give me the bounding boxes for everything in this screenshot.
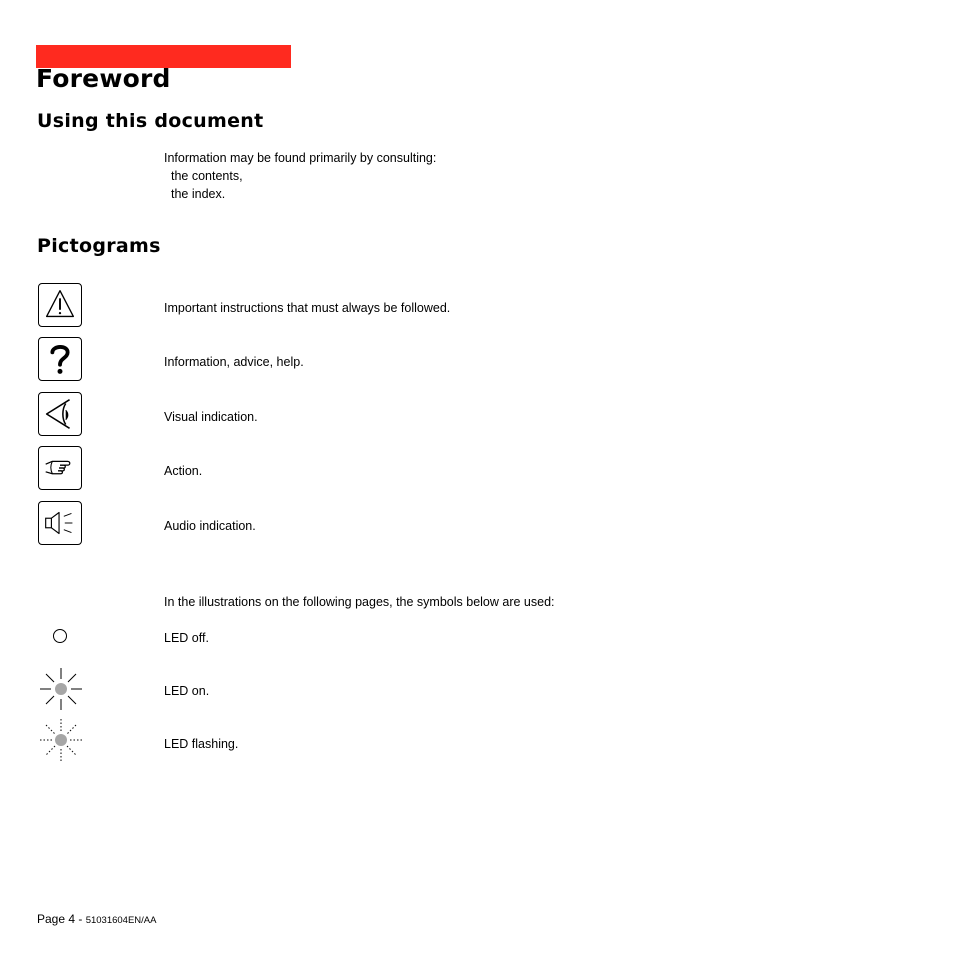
eye-icon xyxy=(38,392,82,436)
pictogram-text-information: Information, advice, help. xyxy=(164,355,304,369)
section-heading-using-this-document: Using this document xyxy=(37,110,264,132)
pointing-hand-icon xyxy=(38,446,82,490)
page-number: Page 4 - xyxy=(37,912,86,926)
pictogram-text-visual: Visual indication. xyxy=(164,410,258,424)
pictogram-text-action: Action. xyxy=(164,464,203,478)
speaker-icon xyxy=(38,501,82,545)
led-off-icon xyxy=(52,628,68,644)
led-text-flashing: LED flashing. xyxy=(164,737,239,751)
page-footer xyxy=(37,912,156,926)
led-text-off: LED off. xyxy=(164,631,209,645)
symbols-intro-text: In the illustrations on the following pages, the symbols below are used: xyxy=(164,595,555,609)
question-mark-icon xyxy=(38,337,82,381)
pictogram-text-audio: Audio indication. xyxy=(164,519,256,533)
led-text-on: LED on. xyxy=(164,684,210,698)
led-flashing-icon xyxy=(39,718,83,762)
warning-triangle-icon xyxy=(38,283,82,327)
using-intro-text: Information may be found primarily by consulting: xyxy=(164,151,437,165)
page-title: Foreword xyxy=(36,64,171,93)
section-heading-pictograms: Pictograms xyxy=(37,235,161,257)
list-item-contents: the contents, xyxy=(171,169,243,183)
document-code: 51031604EN/AA xyxy=(85,915,157,926)
list-item-index: the index. xyxy=(171,187,226,201)
led-on-icon xyxy=(39,667,83,711)
pictogram-text-warning: Important instructions that must always be followed. xyxy=(164,301,451,315)
